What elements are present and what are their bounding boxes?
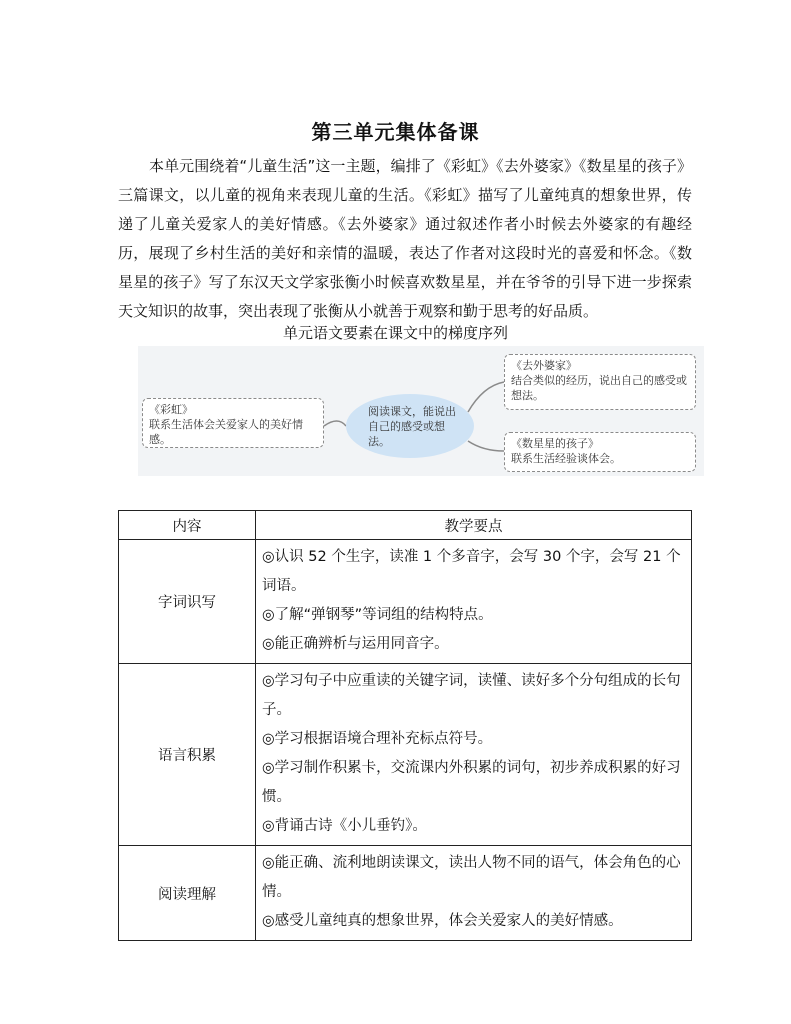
connector-bottom [468, 441, 504, 451]
lesson-title: 《去外婆家》 [511, 359, 577, 372]
connector-left [324, 421, 346, 426]
page-title: 第三单元集体备课 [311, 120, 480, 144]
table-row [119, 540, 692, 664]
diagram-title: 单元语文要素在课文中的梯度序列 [282, 324, 508, 342]
header-teaching-points: 教学要点 [256, 511, 692, 540]
row-category: 语言积累 [119, 664, 256, 846]
table-header-row [119, 511, 692, 540]
table-row [119, 664, 692, 846]
lesson-box-caihong [142, 398, 324, 448]
lesson-title: 《彩虹》 [149, 403, 193, 416]
row-category: 字词识写 [119, 540, 256, 664]
row-points [256, 540, 692, 664]
connector-top [468, 382, 504, 412]
teaching-point: ◎感受儿童纯真的想象世界，体会关爱家人的美好情感。 [262, 913, 623, 929]
lesson-text: 结合类似的经历，说出自己的感受或想法。 [511, 374, 687, 402]
teaching-point: ◎学习句子中应重读的关键字词，读懂、读好多个分句组成的长句子。 [262, 673, 681, 718]
row-points [256, 664, 692, 846]
teaching-point: ◎背诵古诗《小儿垂钓》。 [262, 818, 427, 834]
teaching-point: ◎能正确辨析与运用同音字。 [262, 636, 449, 652]
table-row [119, 846, 692, 941]
lesson-box-shuxingxing [504, 432, 696, 472]
teaching-point: ◎认识 52 个生字，读准 1 个多音字，会写 30 个字，会写 21 个词语。 [262, 549, 681, 594]
teaching-point: ◎学习根据语境合理补充标点符号。 [262, 731, 493, 747]
gradient-diagram [138, 346, 704, 476]
teaching-point: ◎了解“弹钢琴”等词组的结构特点。 [262, 607, 493, 623]
header-content: 内容 [119, 511, 256, 540]
lesson-text: 联系生活体会关爱家人的美好情感。 [149, 418, 303, 446]
teaching-point: ◎学习制作积累卡，交流课内外积累的词句，初步养成积累的好习惯。 [262, 760, 681, 805]
intro-paragraph: 本单元围绕着“儿童生活”这一主题，编排了《彩虹》《去外婆家》《数星星的孩子》三篇课文，以儿童的视角来表现儿童的生活。《彩虹》描写了儿童纯真的想象世界，传递了儿童关爱家人的美好情感。《去外婆家》通过叙述作者小时候去外婆家的有趣经历，展现了乡村生活的美好和亲情的温暖，表达了作者对这段时光的喜爱和怀念。《数星星的孩子》写了东汉天文学家张衡小时候喜欢数星星，并在爷爷的引导下进一步探索天文知识的故事，突出表现了张衡从小就善于观察和勤于思考的好品质。 [118, 157, 692, 320]
teaching-point: ◎能正确、流利地朗读课文，读出人物不同的语气，体会角色的心情。 [262, 855, 681, 900]
teaching-points-table [118, 510, 692, 941]
lesson-title: 《数星星的孩子》 [511, 437, 599, 450]
center-goal: 阅读课文，能说出自己的感受或想法。 [346, 394, 474, 458]
lesson-text: 联系生活经验谈体会。 [511, 452, 621, 465]
row-category: 阅读理解 [119, 846, 256, 941]
lesson-box-waipojia [504, 354, 696, 410]
row-points [256, 846, 692, 941]
